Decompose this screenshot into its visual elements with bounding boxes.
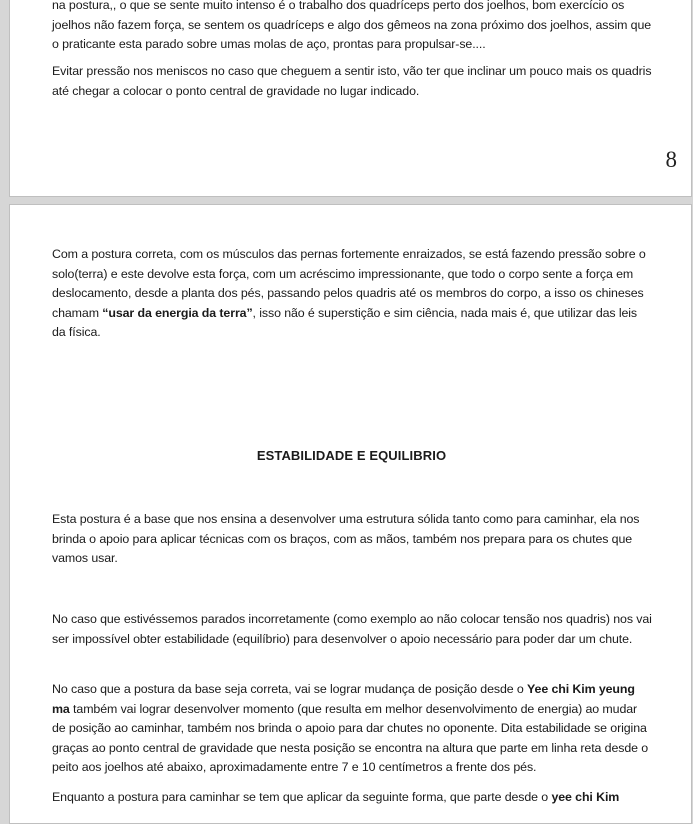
bold-phrase-stance-name: yee chi Kim	[551, 790, 620, 804]
document-page-9	[9, 204, 692, 824]
page-number: 8	[665, 147, 677, 172]
bold-phrase-earth-energy: “usar da energia da terra”	[102, 305, 253, 320]
text-run: , isso não é superstição e sim ciência, nada mais é, que utilizar das leis da física.	[52, 305, 638, 340]
section-heading: ESTABILIDADE E EQUILIBRIO	[256, 448, 447, 463]
paragraph-meniscus: Evitar pressão nos meniscos no caso que cheguem a sentir isto, vão ter que inclinar um pouco mais os quadris até chegar a colocar o ponto central de gravidade no lugar indicado.	[52, 64, 652, 98]
text-run: também vai lograr desenvolver momento (que resulta em melhor desenvolvimento de energia) ao mudar de posição ao caminhar, também nos brinda o apoio para dar chutes no oponente. Dita estabilidade se origina graças ao ponto central de gravidade que nesta posição se encontra na altura que parte em linha reta desde o peito aos joelhos até abaixo, aproximadamente entre 7 e 10 centímetros a frente dos pés.	[52, 701, 649, 775]
text-run: Com a postura correta, com os músculos das pernas fortemente enraizados, se está fazendo pressão sobre o solo(terra) e este devolve esta força, com um acréscimo impressionante, que todo o corpo sente a força em deslocamento, desde a planta dos pés, passando pelos quadris até os membros do corpo, a isso os chineses chamam	[52, 247, 646, 320]
paragraph-walking-posture	[52, 788, 652, 808]
document-page-8	[9, 0, 692, 197]
paragraph-earth-energy	[52, 245, 652, 343]
paragraph-quadriceps: na postura,, o que se sente muito intenso é o trabalho dos quadríceps perto dos joelhos, bom exercício os joelhos não fazem força, se sentem os quadríceps e algo dos gêmeos na zona próximo dos joelhos, assim que o praticante esta parado sobre umas molas de aço, prontas para propulsar-se....	[52, 0, 652, 52]
text-run: No caso que a postura da base seja correta, vai se lograr mudança de posição desde o	[52, 682, 528, 696]
paragraph-incorrect-stance: No caso que estivéssemos parados incorretamente (como exemplo ao não colocar tensão nos quadris) nos vai ser impossível obter estabilidade (equilíbrio) para desenvolver o apoio necessário para poder dar um chute.	[52, 612, 652, 646]
paragraph-base-posture: Esta postura é a base que nos ensina a desenvolver uma estrutura sólida tanto como para caminhar, ela nos brinda o apoio para aplicar técnicas com os braços, com as mãos, também nos prepara para os chutes que vamos usar.	[52, 512, 640, 566]
paragraph-correct-posture	[52, 680, 652, 778]
text-run: Enquanto a postura para caminhar se tem que aplicar da seguinte forma, que parte desde o	[52, 790, 552, 804]
bold-phrase-stance-name: Yee chi Kim yeung ma	[52, 682, 635, 716]
